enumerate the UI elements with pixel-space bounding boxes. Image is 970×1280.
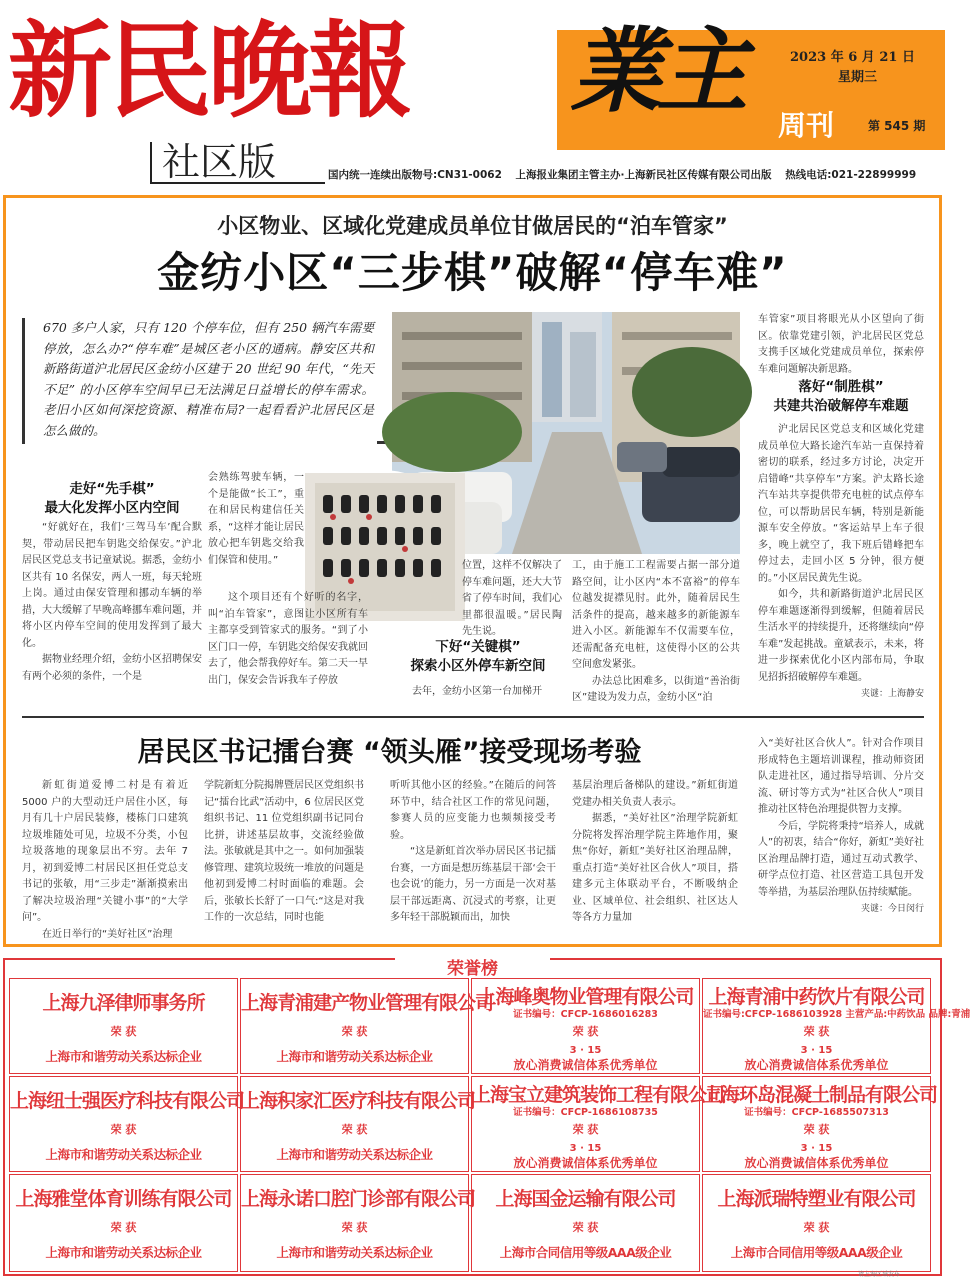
article1-col5-p1: 车管家”项目将眼光从小区望向了街区。依靠党建引领，沪北居民区党总支携手区域化党建成员单位，探索停车难问题解决新思路。 (758, 314, 924, 375)
honor-awarded-label: 荣 获 (572, 1123, 599, 1136)
honor-banner: 荣誉榜 (395, 958, 550, 980)
article1-col5 (758, 422, 924, 716)
honor-cell (471, 978, 700, 1074)
article2-col1-p1: 新虹街道爱博二村是有着近 5000 户的大型动迁户居住小区，每月有几十户居民装修，楼栋门口建筑垃圾堆随处可见，垃圾不分类，小包垃圾落地的现象层出不穷。去年 7 月，初到爱博二村居民区担任党总支书记的张敏，用“三步走”渐渐摸索出了解决垃圾治理“关键小事”的“大学问”。 (22, 780, 188, 923)
article1-col5-top (758, 312, 924, 374)
company-name: 上海青浦中药饮片有限公司 (708, 986, 925, 1008)
article1-subhead-1 (22, 480, 202, 518)
award-title: 上海市和谐劳动关系达标企业 (45, 1245, 202, 1260)
honor-cell (471, 1076, 725, 1172)
honor-awarded-label: 荣 获 (341, 1221, 368, 1234)
publication-info (328, 166, 943, 184)
article2-col3 (390, 778, 556, 930)
article2-col2 (204, 778, 364, 930)
honor-awarded-label: 荣 获 (341, 1123, 368, 1136)
footer-note: 请上海区域发布 (858, 1271, 901, 1278)
hotline: 热线电话:021-22899999 (785, 169, 917, 181)
article2-col1-p2: 在近日举行的“美好社区”治理 (42, 928, 173, 940)
company-name: 上海雅堂体育训练有限公司 (15, 1188, 232, 1210)
article1-col5-p2: 沪北居民区党总支和区域化党建成员单位大路长途汽车站一直保持着密切的联系，经过多方讨论，决定开启错峰“共享停车”方案。沪太路长途汽车站共享提供带充电桩的试点停车位，可以帮助居民车辆，特别是新能源车安全停放。“客运站早上车子很多，晚上就空了，我下班后错峰把车停过去，走回小区 5 分钟，很方便的。”小区居民黄先生说。 (758, 424, 924, 584)
company-name: 上海国金运输有限公司 (495, 1188, 676, 1210)
honor-awarded-label: 荣 获 (110, 1221, 137, 1234)
article2-byline: 夹谜：今日闵行 (860, 904, 924, 914)
article2-headline: 居民区书记擂台赛 “领头雁”接受现场考验 (137, 737, 642, 768)
article2-col5 (758, 736, 924, 930)
article1-col2-top (208, 470, 304, 588)
article2-col3-p2: “这是新虹首次举办居民区书记擂台赛，一方面是想历练基层干部‘会干也会说’的能力，另一方面是一次对基层干部远距离、沉浸式的考察，让更多年轻干部脱颖而出，加快 (390, 846, 556, 923)
award-title: 上海市和谐劳动关系达标企业 (45, 1049, 202, 1064)
company-name: 上海青浦建产物业管理有限公司 (241, 992, 494, 1014)
honor-awarded-label: 荣 获 (803, 1221, 830, 1234)
article1-col5-p3: 如今，共和新路街道沪北居民区停车难题逐渐得到缓解，但随着居民生活水平的持续提升，还将继续向“停车难”发起挑战。童斌表示，未来，将进一步探索优化小区内部布局，争取见招拆招破解停车难题。 (758, 589, 924, 683)
company-name: 上海环岛混凝土制品有限公司 (703, 1084, 938, 1106)
article-divider (22, 716, 924, 718)
certificate-number: 证书编号：CFCP-1686108735 (513, 1107, 658, 1118)
honor-awarded-label: 荣 获 (803, 1025, 830, 1038)
honor-cell (240, 1174, 476, 1272)
article1-kicker: 小区物业、区域化党建成员单位甘做居民的“泊车管家” (217, 214, 728, 238)
pub-number: 国内统一连续出版物号:CN31-0062 (328, 169, 502, 181)
issue-weekday: 星期三 (838, 70, 878, 85)
article1-col3-p2: 去年，金纺小区第一台加梯开 (412, 686, 542, 697)
article1-byline: 夹谜：上海静安 (860, 689, 924, 699)
honor-awarded-label: 荣 获 (572, 1025, 599, 1038)
article2-col1 (22, 778, 188, 940)
article2-col3-p1: 听听其他小区的经验。”在随后的问答环节中，结合社区工作的常见问题，参赛人员的应变能力也频频接受考验。 (390, 780, 556, 841)
article1-col2 (208, 590, 368, 716)
award-title: 上海市合同信用等级AAA级企业 (730, 1245, 903, 1260)
honor-cell (9, 1174, 238, 1272)
consumer-day-label: 3 · 15 (800, 1143, 833, 1154)
honor-awarded-label: 荣 获 (341, 1025, 368, 1038)
award-title: 上海市和谐劳动关系达标企业 (276, 1147, 433, 1162)
article1-subhead-3 (758, 378, 924, 416)
honor-cell (240, 978, 494, 1074)
company-name: 上海积家汇医疗科技有限公司 (241, 1090, 476, 1112)
award-title: 放心消费诚信体系优秀单位 (513, 1156, 658, 1170)
honor-cell (471, 1174, 700, 1272)
article1-col3-p1: 位置，这样不仅解决了停车难问题，还大大节省了停车时间，我们心里都很温暖。”居民陶先生说。 (462, 560, 562, 637)
article1-lead: 670 多户人家，只有 120 个停车位，但有 250 辆汽车需要停放，怎么办?“停车难”是城区老小区的通病。静安区共和新路街道沪北居民区金纺小区建于 20 世纪 90 年代，“先天不足” 的小区停车空间早已无法满足日益增长的停车需求。老旧小区如何深挖资源、精准布局?一起看看沪北居民区是怎么做的。 (22, 318, 390, 444)
article1-subhead-1-text: 走好“先手棋” 最大化发挥小区内空间 (44, 481, 180, 516)
newspaper-logo: 新民晚報 (8, 9, 409, 132)
weekly-calligraphy: 業主 (570, 17, 743, 125)
weekly-label: 周刊 (778, 109, 835, 142)
article1-col4-p1: 工，由于施工工程需要占据一部分道路空间，让小区内“本不富裕”的停车位越发捉襟见肘。此外，随着居民生活条件的提高，越来越多的新能源车进入小区。新能源车不仅需要车位，还需配备充电桩，这使得小区的公共空间愈发紧张。 (572, 560, 740, 670)
article1-col1-p2: 据物业经理介绍，金纺小区招聘保安有两个必须的条件，一个是 (22, 654, 202, 682)
issue-number: 第 545 期 (868, 119, 926, 133)
honor-cell (9, 1076, 245, 1172)
article1-col2-p1: 会熟练驾驶车辆，一个是能做“长工”，重在和居民构建信任关系，“这样才能让居民放心把车钥匙交给我们保管和使用。” (208, 472, 304, 566)
honor-awarded-label: 荣 获 (572, 1221, 599, 1234)
company-name: 上海宝立建筑装饰工程有限公司 (472, 1084, 725, 1106)
article1-subhead-2-text: 下好“关键棋” 探索小区外停车新空间 (410, 639, 546, 674)
award-title: 放心消费诚信体系优秀单位 (513, 1058, 658, 1072)
honor-awarded-label: 荣 获 (110, 1123, 137, 1136)
article1-col3 (392, 684, 564, 716)
company-name: 上海峰奥物业管理有限公司 (477, 986, 694, 1008)
article2-col2-p1: 学院新虹分院揭牌暨居民区党组织书记“擂台比武”活动中，6 位居民区党组织书记、11 位党组织副书记同台比拼，讲述基层故事，交流经验做法。张敏就是其中之一。如何加强装修管理、建筑垃圾统一堆放的问题是他初到爱博二村时面临的难题。会后，张敏长长舒了一口气:“这是对我工作的一次总结，同时也能 (204, 780, 364, 923)
article2-col4-p2: 据悉，“美好社区”治理学院新虹分院将发挥治理学院主阵地作用，聚焦“你好，新虹”美好社区治理品牌，重点打造“美好社区合伙人”项目，搭建多元主体联动平台，不断吸纳企业、区域单位、社会组织、社区达人等各方力量加 (572, 813, 738, 923)
honor-cell (9, 978, 238, 1074)
honor-cell (240, 1076, 476, 1172)
article2-col5-p1: 入“美好社区合伙人”。针对合作项目形成特色主题培训课程，推动师资团队走进社区，通过指导培训、分片交流、研讨等方式为“社区合伙人”项目推动社区特色治理提供智力支撑。 (758, 738, 924, 815)
article1-col4-p2: 办法总比困难多，以街道“善治街区”建设为发力点，金纺小区“泊 (572, 675, 740, 703)
award-title: 放心消费诚信体系优秀单位 (744, 1156, 889, 1170)
company-name: 上海纽士强医疗科技有限公司 (10, 1090, 245, 1112)
honor-cell (702, 978, 970, 1074)
company-name: 上海派瑞特塑业有限公司 (717, 1188, 916, 1210)
award-title: 上海市合同信用等级AAA级企业 (499, 1245, 672, 1260)
edition-label: 社区版 (162, 140, 277, 184)
certificate-number: 证书编号:CFCP-1686103928 主营产品:中药饮品 品牌:青浦 (703, 1009, 970, 1020)
issue-date: 2023 年 6 月 21 日 (790, 50, 915, 65)
award-title: 上海市和谐劳动关系达标企业 (276, 1049, 433, 1064)
company-name: 上海九泽律师事务所 (42, 992, 205, 1014)
award-title: 上海市和谐劳动关系达标企业 (276, 1245, 433, 1260)
certificate-number: 证书编号：CFCP-1685507313 (744, 1107, 889, 1118)
article1-col2-p2: 这个项目还有个好听的名字，叫“泊车管家”，意图让小区所有车主都享受到管家式的服务。“到了小区门口一停，车钥匙交给保安我就回去了，他会帮我停好车。第二天一早出门，保安会告诉我车子停放 (208, 592, 368, 686)
honor-awarded-label: 荣 获 (110, 1025, 137, 1038)
article1-col1 (22, 520, 202, 716)
article2-col5-p2: 今后，学院将秉持“培养人，成就人”的初衷，结合“你好，新虹”美好社区治理品牌打造，通过互动式教学、研学点位打造、社区营造工具包开发等举措，为基层治理队伍持续赋能。 (758, 820, 924, 898)
article2-col4-p1: 基层治理后备梯队的建设。”新虹街道党建办相关负责人表示。 (572, 780, 738, 808)
article1-col1-p1: “好就好在，我们‘三驾马车’配合默契，带动居民把车钥匙交给保安。”沪北居民区党总支书记童斌说。据悉，金纺小区共有 10 名保安，两人一班，每天轮班上岗。通过由保安管理和挪动车辆的举措，大大缓解了早晚高峰挪车难问题，并将小区内停车空间的使用发挥到了最大化。 (22, 522, 202, 649)
article1-col4 (572, 558, 740, 716)
honor-cell (702, 1174, 931, 1272)
honor-cell (702, 1076, 938, 1172)
publisher: 上海报业集团主管主办·上海新民社区传媒有限公司出版 (515, 169, 772, 181)
certificate-number: 证书编号：CFCP-1686016283 (513, 1009, 658, 1020)
award-title: 上海市和谐劳动关系达标企业 (45, 1147, 202, 1162)
company-name: 上海永诺口腔门诊部有限公司 (241, 1188, 476, 1210)
honor-awarded-label: 荣 获 (803, 1123, 830, 1136)
consumer-day-label: 3 · 15 (569, 1143, 602, 1154)
article1-subhead-3-text: 落好“制胜棋” 共建共治破解停车难题 (773, 379, 909, 414)
article2-col4 (572, 778, 738, 930)
consumer-day-label: 3 · 15 (569, 1045, 602, 1056)
award-title: 放心消费诚信体系优秀单位 (744, 1058, 889, 1072)
article1-headline: 金纺小区“三步棋”破解“停车难” (157, 248, 788, 297)
article1-subhead-2 (392, 638, 564, 676)
consumer-day-label: 3 · 15 (800, 1045, 833, 1056)
article1-col3-top (462, 558, 562, 637)
